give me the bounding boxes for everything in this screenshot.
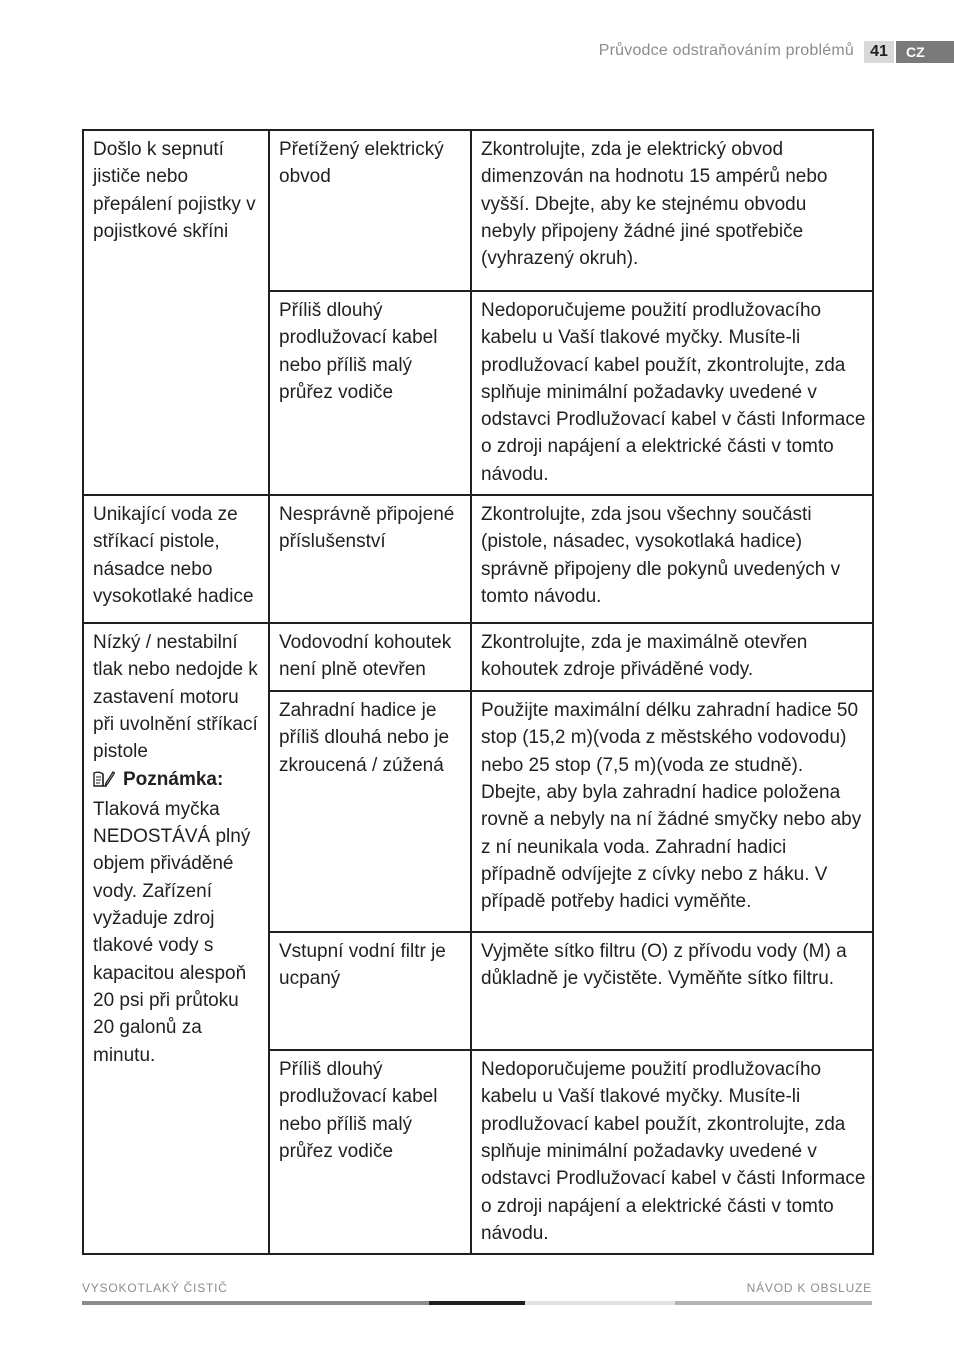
table-row (83, 623, 873, 691)
footer-divider (429, 1301, 525, 1305)
table-row (83, 495, 873, 623)
cause-text: Vodovodní kohoutek není plně otevřen (279, 632, 452, 681)
cause-text: Vstupní vodní filtr je ucpaný (279, 941, 446, 990)
footer-manual-label: NÁVOD K OBSLUZE (746, 1281, 872, 1295)
footer-product-name: VYSOKOTLAKÝ ČISTIČ (82, 1281, 228, 1295)
footer-divider (82, 1301, 429, 1305)
problem-text: Unikající voda ze stříkací pistole, násadce nebo vysokotlaké hadice (93, 504, 254, 607)
cause-cell (269, 291, 471, 495)
solution-text: Nedoporučujeme použití prodlužovacího kabelu u Vaší tlakové myčky. Musíte-li prodlužovací kabel použít, zkontrolujte, zda splňuje minimální požadavky uvedené v odstavci Prodlužovací kabel v části Informace o zdroji napájení a elektrické části v tomto návodu. (481, 300, 866, 485)
cause-text: Příliš dlouhý prodlužovací kabel nebo příliš malý průřez vodiče (279, 1059, 438, 1162)
solution-cell (471, 1050, 873, 1254)
solution-text: Zkontrolujte, zda jsou všechny součásti (pistole, násadec, vysokotlaká hadice) správně připojeny dle pokynů uvedených v tomto návodu. (481, 504, 841, 607)
solution-cell (471, 623, 873, 691)
note-book-icon (93, 769, 115, 796)
cause-cell (269, 495, 471, 623)
footer-divider (675, 1301, 872, 1305)
solution-cell (471, 291, 873, 495)
cause-text: Příliš dlouhý prodlužovací kabel nebo příliš malý průřez vodiče (279, 300, 438, 403)
problem-text: Došlo k sepnutí jističe nebo přepálení pojistky v pojistkové skříni (93, 139, 256, 242)
solution-text: Zkontrolujte, zda je elektrický obvod dimenzován na hodnotu 15 ampérů nebo vyšší. Dbejte, aby ke stejnému obvodu nebyly připojeny žádné jiné spotřebiče (vyhrazený okruh). (481, 139, 828, 270)
solution-cell (471, 932, 873, 1050)
cause-text: Zahradní hadice je příliš dlouhá nebo je zkroucená / zúžená (279, 700, 450, 776)
section-title: Průvodce odstraňováním problémů (598, 42, 854, 59)
solution-text: Nedoporučujeme použití prodlužovacího kabelu u Vaší tlakové myčky. Musíte-li prodlužovací kabel použít, zkontrolujte, zda splňuje minimální požadavky uvedené v odstavci Prodlužovací kabel v části Informace o zdroji napájení a elektrické části v tomto návodu. (481, 1059, 866, 1244)
problem-cell (83, 623, 269, 1254)
cause-cell (269, 130, 471, 291)
solution-text: Zkontrolujte, zda je maximálně otevřen kohoutek zdroje přiváděné vody. (481, 632, 808, 681)
solution-cell (471, 691, 873, 932)
troubleshooting-table (82, 129, 874, 1255)
cause-cell (269, 932, 471, 1050)
solution-text: Použijte maximální délku zahradní hadice 50 stop (15,2 m)(voda z městského vodovodu) nebo 25 stop (7,5 m)(voda ze studně). Dbejte, aby byla zahradní hadice položena rovně a nebyly na ní žádné smyčky nebo aby z ní neunikala voda. Zahradní hadici případně odvíjejte z cívky nebo z háku. V případě potřeby hadici vyměňte. (481, 700, 862, 913)
problem-cell (83, 495, 269, 623)
solution-cell (471, 495, 873, 623)
solution-text: Vyjměte sítko filtru (O) z přívodu vody (M) a důkladně je vyčistěte. Vyměňte sítko filtru. (481, 941, 847, 990)
note-label: Poznámka: (123, 768, 224, 790)
cause-cell (269, 691, 471, 932)
problem-cell (83, 130, 269, 495)
solution-cell (471, 130, 873, 291)
table-row (83, 130, 873, 291)
cause-cell (269, 1050, 471, 1254)
note-text: Tlaková myčka NEDOSTÁVÁ plný objem přiváděné vody. Zařízení vyžaduje zdroj tlakové vody s kapacitou alespoň 20 psi při průtoku 20 galonů za minutu. (93, 798, 251, 1066)
language-badge: CZ (896, 41, 954, 63)
cause-text: Přetížený elektrický obvod (279, 139, 444, 188)
problem-text: Nízký / nestabilní tlak nebo nedojde k zastavení motoru při uvolnění stříkací pistole (93, 632, 258, 763)
cause-cell (269, 623, 471, 691)
page-number: 41 (864, 41, 894, 63)
footer-divider (525, 1301, 675, 1305)
cause-text: Nesprávně připojené příslušenství (279, 504, 455, 553)
